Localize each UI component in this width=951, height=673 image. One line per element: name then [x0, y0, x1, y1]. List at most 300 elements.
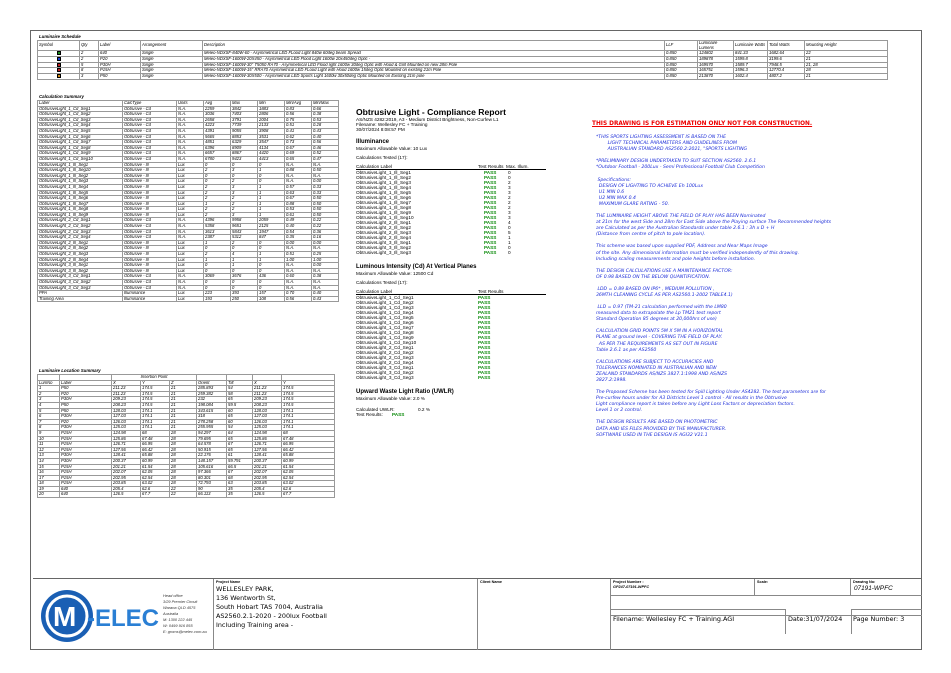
calc-cell: 0.67 [285, 145, 312, 151]
calc-cell: Lux [177, 263, 204, 269]
max-illum: 3 [508, 215, 511, 221]
illuminance-heading: Illuminance [356, 138, 390, 145]
calc-row [38, 296, 339, 302]
location-cell: 125.86 [253, 436, 282, 442]
location-cell: 21 [170, 391, 197, 397]
calc-label: ObtrusiveLight_1_Ill_Seg3 [356, 180, 411, 186]
calc-cell: 0.88 [285, 201, 312, 207]
calc-label: ObtrusiveLight_1_Ill_Seg10 [356, 215, 414, 221]
schedule-cell-desc: Meleo-NDXSF-1600W-30° T5050 RA70 - Asymmetrical LED Flood light 1600w 30deg Optic with Hood & Grill Mounted on new 28m Pole [203, 62, 665, 68]
pass-result: PASS [484, 215, 497, 221]
pass-result: PASS [478, 310, 491, 316]
design-notes [592, 121, 896, 445]
location-cell: 14 [38, 458, 60, 464]
location-cell: 22.176 [197, 453, 227, 459]
calc-cell: 0.70 [285, 291, 312, 297]
pass-result: PASS [484, 225, 497, 231]
schedule-header-cell: Mounting Height [805, 41, 888, 51]
calc-cell: 0.28 [312, 123, 339, 129]
note-paragraph: *THIS SPORTS LIGHTING ASSESSMENT IS BASED ON THE LIGHT TECHNICAL PARAMETERS AND GUIDELINES FROM AUSTRALIAN STANDARD AS2560.2:2021, "SPORTS LIGHTING [596, 135, 748, 153]
calc-cell: 3 [231, 184, 258, 190]
location-cell: P50 [60, 386, 112, 392]
schedule-cell-total: 12770.4 [768, 68, 805, 74]
location-cell: 203.85 [253, 481, 282, 487]
calc-cell: Lux [177, 212, 204, 218]
calc-cell: 0.61 [285, 212, 312, 218]
calc-cell: Obtrusive - Cd [123, 280, 177, 286]
schedule-cell-mh: 21 [805, 74, 888, 80]
calc-cell: N.A. [177, 140, 204, 146]
location-cell: 208.23 [253, 402, 282, 408]
location-cell: 65 [227, 397, 253, 403]
location-cell: 202.95 [112, 475, 141, 481]
calc-label: ObtrusiveLight_1_Ill_Seg9 [356, 210, 411, 216]
calc-cell: 5843 [231, 229, 258, 235]
pass-result: PASS [484, 170, 497, 176]
col-calc-label: Calculation Label [356, 164, 392, 170]
calc-cell: 0.22 [312, 218, 339, 224]
calc-label: ObtrusiveLight_2_Ill_Seg1 [356, 220, 411, 226]
location-cell: 21 [170, 402, 197, 408]
calc-cell: ObtrusiveLight_1_Ill_Seg1 [38, 162, 123, 168]
calc-cell: 6657 [204, 151, 231, 157]
location-cell: 8 [38, 425, 60, 431]
calc-header-cell: Min/Max [312, 101, 339, 107]
calc-cell: 2658 [204, 117, 231, 123]
calc-cell: ObtrusiveLight_2_Ill_Seg2 [38, 246, 123, 252]
calc-cell: N.A. [312, 162, 339, 168]
location-summary-title: Luminaire Location Summary [39, 368, 101, 373]
note-paragraph: Specifications: DESIGN OF LIGHTING TO ACHIEVE Eh 100Lux U1 MIN 0.6 U2 MIN MAX 0.4 MAXIMUM GLARE RATING - 50. [597, 177, 704, 207]
calc-cell: 0 [231, 285, 258, 291]
location-cell: P15H [60, 464, 112, 470]
location-cell: 28 [170, 453, 197, 459]
location-cell: 211.23 [253, 391, 282, 397]
illuminance-tested: Calculations Tested (17): [356, 154, 408, 160]
calc-label: ObtrusiveLight_1_Ill_Seg6 [356, 195, 411, 201]
location-cell: 62.6 [141, 486, 170, 492]
calc-cell: 0 [258, 240, 285, 246]
luminaire-symbol-icon [57, 51, 61, 55]
location-cell: 202.95 [253, 475, 282, 481]
location-header-cell: Tilt [227, 380, 253, 386]
location-cell: 18 [38, 481, 60, 487]
location-cell: 174.5 [141, 397, 170, 403]
location-cell: 61.54 [141, 464, 170, 470]
calc-cell: 0.66 [312, 106, 339, 112]
calc-label: ObtrusiveLight_2_Cd_Seg4 [356, 360, 414, 366]
melec-logo [39, 588, 159, 644]
calc-cell: Obtrusive - Ill [123, 263, 177, 269]
calc-cell: Lux [177, 201, 204, 207]
calc-cell: 0 [204, 179, 231, 185]
filename: Filename: Wellesley FC + Training.AGI [613, 615, 735, 623]
location-cell: 61.54 [282, 464, 335, 470]
calc-cell: 0.53 [285, 207, 312, 213]
max-illum: 3 [508, 190, 511, 196]
pass-result: PASS [478, 325, 491, 331]
calc-cell: 193 [204, 296, 231, 302]
calc-cell: N.A. [177, 112, 204, 118]
location-cell: 21 [170, 414, 197, 420]
schedule-cell-label: P15H [99, 68, 141, 74]
calc-label: ObtrusiveLight_2_Cd_Seg1 [356, 345, 414, 351]
location-cell: 128.41 [112, 453, 141, 459]
calc-cell: ObtrusiveLight_1_Cd_Seg3 [38, 117, 123, 123]
calc-cell: 3 [231, 212, 258, 218]
location-cell: 16 [38, 470, 60, 476]
location-cell: 22 [170, 486, 197, 492]
schedule-cell-total: 1682.64 [768, 51, 805, 57]
location-cell: 174.5 [282, 397, 335, 403]
location-cell: 21 [170, 425, 197, 431]
location-cell: 66.95 [282, 442, 335, 448]
location-cell: 200.37 [253, 458, 282, 464]
location-cell: 3 [38, 397, 60, 403]
calc-label: ObtrusiveLight_1_Ill_Seg4 [356, 185, 411, 191]
calc-cell: 0 [258, 263, 285, 269]
calc-cell: N.A. [177, 128, 204, 134]
calc-cell: 0.00 [312, 263, 339, 269]
location-cell: 54 [227, 425, 253, 431]
report-title: Obtrusive Light - Compliance Report [356, 107, 506, 117]
location-cell: P15H [60, 442, 112, 448]
calc-cell: 6396 [204, 145, 231, 151]
client-cell [477, 579, 610, 650]
calc-cell: N.A. [177, 235, 204, 241]
location-cell: 6 [38, 414, 60, 420]
calc-cell: 0 [258, 285, 285, 291]
luminaire-schedule-title: Luminaire Schedule [39, 34, 81, 39]
calc-label: ObtrusiveLight_1_Ill_Seg2 [356, 175, 411, 181]
calc-cell: 3613 [204, 229, 231, 235]
location-cell: 209.23 [112, 397, 141, 403]
calc-cell: Lux [177, 257, 204, 263]
illuminance-max: Maximum Allowable Value: 10 Lux [356, 145, 428, 151]
note-paragraph: THE DESIGN CALCULATIONS USE A MAINTENANCE FACTOR: OF 0.98 BASED ON THE BELOW QUANTIFICATION. [596, 268, 733, 280]
schedule-header-row [38, 41, 888, 51]
location-cell: 174.1 [282, 414, 335, 420]
calc-cell: 0 [204, 162, 231, 168]
location-cell: 125.03 [253, 425, 282, 431]
note-paragraph: THE LUMINAIRE HEIGHT ABOVE THE FIELD OF PLAY HAS BEEN Nominated at 21m for the west Side and 28m for East Side above the Playing surface The Recommended heights are Calculated as per the Australian Standards under table 2.6.1 : 3h x D + H (Distance from centre of pitch to pole location). [596, 214, 832, 238]
calc-cell: ObtrusiveLight_1_Cd_Seg1 [38, 106, 123, 112]
location-cell: 28 [170, 436, 197, 442]
location-cell: 68 [227, 475, 253, 481]
schedule-cell-watts: 1602.4 [734, 74, 768, 80]
location-cell: P30H [60, 425, 112, 431]
calc-cell: N.A. [312, 246, 339, 252]
schedule-cell-watts: 841.33 [734, 51, 768, 57]
location-cell: 60.99 [141, 458, 170, 464]
location-cell: 64.578 [197, 442, 227, 448]
calc-cell: 1.00 [285, 257, 312, 263]
location-cell: 208.23 [112, 402, 141, 408]
location-header-cell: Z [170, 380, 197, 386]
calc-cell: ObtrusiveLight_1_Ill_Seg4 [38, 184, 123, 190]
max-illum: 0 [508, 170, 511, 176]
calc-cell: ObtrusiveLight_1_Ill_Seg2 [38, 173, 123, 179]
calc-cell: 3842 [231, 106, 258, 112]
calc-cell: 6780 [204, 156, 231, 162]
pass-result: PASS [478, 360, 491, 366]
calc-cell: ObtrusiveLight_1_Ill_Seg6 [38, 196, 123, 202]
location-cell: 60 [227, 408, 253, 414]
drawing-no-label: Drawing No: [853, 580, 876, 584]
calc-cell: 3069 [204, 274, 231, 280]
calc-cell: 0 [204, 268, 231, 274]
location-cell: 66.42 [282, 447, 335, 453]
schedule-cell-lum: 169570 [698, 62, 734, 68]
calc-cell: 5312 [231, 235, 258, 241]
col-max-illum: Max. Illum. [506, 164, 529, 170]
luminaire-symbol-icon [57, 68, 61, 72]
calc-cell: 0.40 [285, 224, 312, 230]
calc-cell: ObtrusiveLight_1_Cd_Seg7 [38, 140, 123, 146]
calc-cell: 7739 [231, 123, 258, 129]
location-cell: 211.23 [253, 386, 282, 392]
location-header-cell: Label [60, 380, 112, 386]
calc-cell: N.A. [177, 224, 204, 230]
location-cell: 126.03 [253, 419, 282, 425]
calc-header-cell: Min/Avg [285, 101, 312, 107]
svg-text:M: M [53, 601, 77, 632]
location-cell: P20 [60, 419, 112, 425]
location-cell: 174.5 [282, 391, 335, 397]
pass-result: PASS [478, 315, 491, 321]
location-cell: 174.1 [282, 419, 335, 425]
calc-cell: N.A. [177, 218, 204, 224]
pass-result: PASS [478, 340, 491, 346]
calc-cell: 1 [258, 201, 285, 207]
illuminance-rows [356, 170, 546, 255]
location-cell: 12 [38, 447, 60, 453]
calc-label: ObtrusiveLight_1_Ill_Seg5 [356, 190, 411, 196]
calc-cell: N.A. [312, 268, 339, 274]
max-illum: 2 [508, 195, 511, 201]
schedule-cell-desc: Meleo-NDXSF-840W-60 - Asymmetrical LED FLood Light 840w 60deg beam Spread [203, 51, 665, 57]
location-cell: 97.366 [197, 470, 227, 476]
calc-cell: 0 [258, 173, 285, 179]
calc-cell: ObtrusiveLight_1_Cd_Seg6 [38, 134, 123, 140]
location-cell: 174.5 [141, 402, 170, 408]
office-line: W: 0499 916 855 [163, 623, 193, 628]
calc-cell: 0 [231, 246, 258, 252]
max-illum: 1 [508, 240, 511, 246]
calc-label: ObtrusiveLight_1_Ill_Seg8 [356, 205, 411, 211]
calc-cell: 0.00 [312, 240, 339, 246]
location-summary-table [37, 374, 335, 498]
location-cell: 13 [38, 453, 60, 459]
location-cell: 174.5 [282, 402, 335, 408]
pass-result: PASS [478, 345, 491, 351]
location-cell: 174.5 [141, 391, 170, 397]
client-name-label: Client Name [480, 580, 502, 584]
calc-cell: 0.00 [285, 240, 312, 246]
location-row [38, 492, 335, 498]
calc-cell: ObtrusiveLight_1_Cd_Seg10 [38, 156, 123, 162]
schedule-cell-desc: Meleo-NDXSF-1600W-30X500 - Asymmetrical LED Sports Light 1600w 30x50deg Optic Mounted on Existing 21m pole [203, 74, 665, 80]
calc-cell: 0.75 [285, 117, 312, 123]
schedule-header-cell: LLF [665, 41, 698, 51]
project-name [214, 585, 477, 630]
location-cell: P15H [60, 447, 112, 453]
calc-cell: Obtrusive - Cd [123, 235, 177, 241]
location-cell: 35 [227, 486, 253, 492]
calc-cell: 0 [258, 246, 285, 252]
pass-result: PASS [484, 235, 497, 241]
max-illum: 0 [508, 225, 511, 231]
calc-cell: Obtrusive - Cd [123, 117, 177, 123]
calc-cell: 0 [204, 173, 231, 179]
location-cell: 79.695 [197, 436, 227, 442]
location-cell: 11 [38, 442, 60, 448]
calc-cell: 108 [258, 296, 285, 302]
location-cell: 28 [170, 458, 197, 464]
calc-cell: 3908 [258, 128, 285, 134]
calc-cell: ObtrusiveLight_1_Cd_Seg8 [38, 145, 123, 151]
uwlr-pass: PASS [392, 411, 405, 417]
calc-cell: 2004 [258, 117, 285, 123]
calc-cell: 0.38 [312, 112, 339, 118]
schedule-cell-llf: 0.850 [665, 51, 698, 57]
calc-cell: 0.73 [285, 140, 312, 146]
calc-cell: 0.50 [312, 207, 339, 213]
max-illum: 2 [508, 200, 511, 206]
intensity-tested: Calculations Tested (17): [356, 280, 408, 286]
calc-cell: Obtrusive - Ill [123, 179, 177, 185]
schedule-cell-llf: 0.850 [665, 56, 698, 62]
location-cell: 28 [170, 447, 197, 453]
schedule-header-cell: Label [99, 41, 141, 51]
location-cell: 67 [227, 442, 253, 448]
pass-result: PASS [484, 250, 497, 256]
calc-cell: 1 [258, 184, 285, 190]
location-cell: 127.56 [112, 447, 141, 453]
calc-cell: 2 [204, 184, 231, 190]
location-cell: 28 [170, 430, 197, 436]
uwlr-calculated-label: Calculated UWLR: [356, 406, 395, 412]
calc-cell: 2133 [258, 123, 285, 129]
calc-cell: 436 [258, 274, 285, 280]
pass-result: PASS [478, 365, 491, 371]
project-number: GP247-07191-WPFC [613, 585, 650, 589]
location-cell: 7 [38, 419, 60, 425]
calc-cell: Obtrusive - Ill [123, 168, 177, 174]
calc-cell: ObtrusiveLight_1_Ill_Seg3 [38, 179, 123, 185]
calc-cell: ObtrusiveLight_1_Cd_Seg5 [38, 128, 123, 134]
calc-cell: Lux [177, 268, 204, 274]
pass-result: PASS [484, 230, 497, 236]
location-cell: P15H [60, 475, 112, 481]
calc-label: ObtrusiveLight_1_Cd_Seg4 [356, 310, 414, 316]
location-cell: 35 [227, 492, 253, 498]
pass-result: PASS [478, 355, 491, 361]
calc-cell: ObtrusiveLight_1_Ill_Seg8 [38, 207, 123, 213]
calc-cell: N.A. [177, 117, 204, 123]
calc-cell: 4420 [258, 151, 285, 157]
schedule-cell-watts: 1596.3 [734, 68, 768, 74]
calc-cell: Lux [177, 252, 204, 258]
schedule-cell-label: P30H [99, 62, 141, 68]
location-cell: 94.297 [197, 430, 227, 436]
location-cell: 174.1 [282, 408, 335, 414]
location-cell: 10 [38, 436, 60, 442]
calc-cell: 4134 [258, 145, 285, 151]
schedule-cell-label: P50 [99, 74, 141, 80]
calc-cell: 1 [204, 240, 231, 246]
note-paragraph: CALCULATION GRID POINTS 5M X 5M IN A HORIZONTAL PLANE at ground level - COVERING THE FIELD OF PLAY. AS PER THE REQUIREMENTS AS SET OUT IN FIGURE Table 2.6.1 as per AS2560 [596, 329, 724, 353]
calc-cell: 1 [258, 207, 285, 213]
location-header-cell: Y [141, 380, 170, 386]
note-paragraph: The Proposed Scheme has been tested for Spill Lighting Under AS4282. The test parameters are for Pre-curfew hours under for A3 Districts Level 1 control - All results in the Obtrusive Light compliance report is taken before any Light Loss Factors or depreciation factors. Level 1 or 2 control. [596, 390, 826, 414]
location-cell: 174.1 [141, 419, 170, 425]
calc-cell: 0.36 [312, 229, 339, 235]
calc-cell: 1.00 [312, 257, 339, 263]
report-date: 30/07/2024 8:08:57 PM [356, 127, 405, 133]
calc-label: ObtrusiveLight_1_Cd_Seg10 [356, 340, 417, 346]
calc-cell: 0.50 [312, 212, 339, 218]
schedule-cell-qty: 3 [80, 74, 99, 80]
report-filename: Filename: Wellesley FC + Training [356, 122, 428, 128]
project-line: 136 Wentworth St, [216, 594, 276, 602]
location-cell: 201.21 [112, 464, 141, 470]
calc-cell: Obtrusive - Cd [123, 140, 177, 146]
calc-cell: N.A. [312, 173, 339, 179]
project-name-label: Project Name [216, 580, 241, 584]
schedule-header-cell: Symbol [38, 41, 80, 51]
calc-cell: ObtrusiveLight_3_Cd_Seg3 [38, 285, 123, 291]
uwlr-result [356, 412, 546, 417]
calc-cell: 0.40 [312, 134, 339, 140]
calc-cell: 0.33 [312, 190, 339, 196]
calc-cell: ObtrusiveLight_1_Cd_Seg9 [38, 151, 123, 157]
location-header-cell: X [253, 380, 282, 386]
location-cell: 200.37 [112, 458, 141, 464]
calc-cell: ObtrusiveLight_3_Ill_Seg1 [38, 263, 123, 269]
calc-cell: 3531 [258, 134, 285, 140]
location-cell: 72.793 [197, 481, 227, 487]
calc-cell: 393 [231, 291, 258, 297]
schedule-cell-lum: 213870 [698, 74, 734, 80]
calc-cell: 2 [231, 207, 258, 213]
calc-cell: 0 [204, 280, 231, 286]
calc-cell: 0.60 [285, 274, 312, 280]
location-cell: P15H [60, 436, 112, 442]
location-cell: P20 [60, 391, 112, 397]
calc-cell: Illuminance [123, 291, 177, 297]
calc-cell: 5358 [204, 224, 231, 230]
schedule-cell-total: 4807.2 [768, 74, 805, 80]
calculation-summary-title: Calculation Summary [39, 94, 84, 99]
location-cell: 66.113 [197, 492, 227, 498]
intensity-row [356, 375, 546, 380]
calc-cell: N.A. [285, 179, 312, 185]
location-cell: 255.955 [197, 425, 227, 431]
location-cell: 343.615 [197, 408, 227, 414]
calc-cell: 0.40 [312, 291, 339, 297]
pass-result: PASS [484, 240, 497, 246]
calc-cell: 0.22 [312, 224, 339, 230]
calc-cell: 0.63 [285, 190, 312, 196]
calc-cell: 2 [231, 179, 258, 185]
calc-cell: 0.52 [312, 151, 339, 157]
calc-header-cell: Avg [204, 101, 231, 107]
calc-cell: ObtrusiveLight_2_Cd_Seg1 [38, 218, 123, 224]
calc-header-cell: Units [177, 101, 204, 107]
luminous-intensity-heading: Luminous Intensity (Cd) At Vertical Planes [356, 264, 477, 271]
estimation-warning: THIS DRAWING IS FOR ESTIMATION ONLY NOT FOR CONSTRUCTION. [592, 121, 813, 127]
